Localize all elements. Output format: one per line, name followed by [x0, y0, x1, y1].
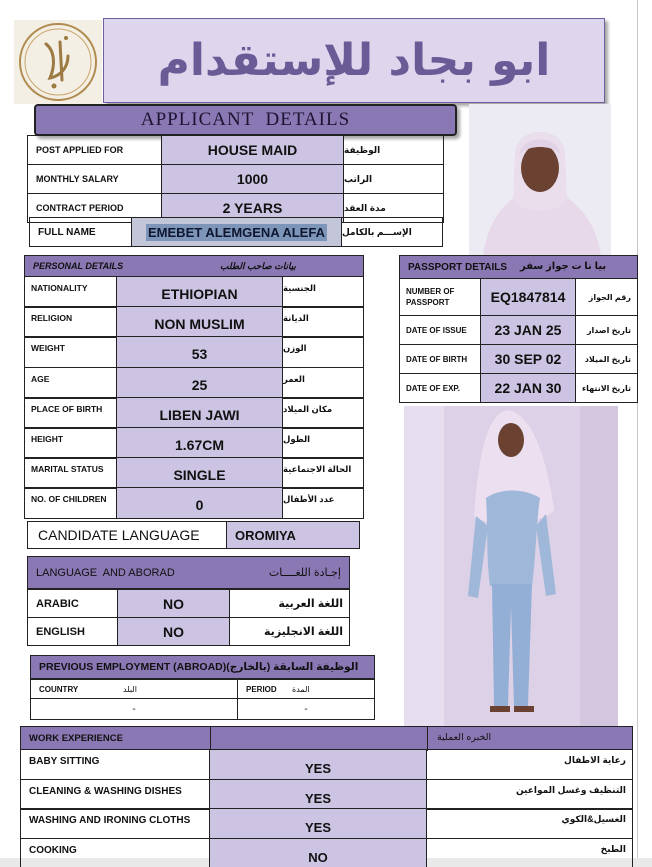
work-row-ar: الغسيل&الكوي	[426, 808, 633, 839]
passport-row-ar: تاريخ الانتهاء	[575, 373, 638, 403]
personal-details-title: PERSONAL DETAILS	[33, 261, 124, 271]
top-row-ar: الوظيفة	[343, 135, 444, 165]
personal-row-value: 25	[116, 367, 283, 399]
personal-row-ar: العمر	[282, 367, 364, 399]
work-experience-title: WORK EXPERIENCE	[29, 733, 123, 744]
language-row-ar: اللغة العربية	[229, 589, 350, 618]
personal-row-label: PLACE OF BIRTH	[24, 397, 117, 429]
passport-row-label: DATE OF EXP.	[399, 373, 481, 403]
applicant-details-header	[34, 104, 457, 136]
work-row-value: YES	[209, 749, 427, 780]
full-name-value	[131, 217, 342, 247]
candidate-language-label: CANDIDATE LANGUAGE	[27, 521, 227, 549]
applicant-portrait-photo	[469, 104, 611, 256]
work-row-label: WASHING AND IRONING CLOTHS	[20, 808, 210, 839]
work-row-label: COOKING	[20, 838, 210, 867]
personal-row-value: 53	[116, 336, 283, 368]
languages-title: LANGUAGE AND ABORAD	[36, 567, 175, 579]
top-row-ar: الراتب	[343, 164, 444, 194]
passport-row-ar: رقم الجواز	[575, 278, 638, 316]
personal-row-label: RELIGION	[24, 306, 117, 338]
applicant-full-body-photo	[404, 406, 618, 726]
passport-row-label: DATE OF ISSUE	[399, 315, 481, 345]
passport-row-value: 22 JAN 30	[480, 373, 576, 403]
logo-emblem-icon	[16, 20, 100, 104]
country-header-cell	[30, 679, 238, 699]
country-value: -	[30, 698, 238, 720]
passport-row-ar: تاريخ اصدار	[575, 315, 638, 345]
language-row-value: NO	[117, 589, 230, 618]
language-row-ar: اللغة الانجليزية	[229, 617, 350, 646]
work-row-value: YES	[209, 779, 427, 810]
personal-row-ar: الطول	[282, 427, 364, 459]
passport-details-header	[399, 255, 638, 279]
personal-row-value: SINGLE	[116, 457, 283, 489]
period-label-ar: المدة	[292, 685, 310, 694]
language-row-value: NO	[117, 617, 230, 646]
languages-header	[27, 556, 350, 589]
personal-details-header	[24, 255, 364, 277]
candidate-language-value: OROMIYA	[226, 521, 360, 549]
language-row-label: ENGLISH	[27, 617, 118, 646]
personal-row-ar: الديانة	[282, 306, 364, 338]
work-row-label: CLEANING & WASHING DISHES	[20, 779, 210, 810]
personal-row-value: 0	[116, 487, 283, 519]
agency-logo	[14, 20, 102, 104]
previous-employment-title: PREVIOUS EMPLOYMENT (ABROAD)(الوظيفة السابقة (بالخارج	[39, 661, 359, 673]
top-row-label: MONTHLY SALARY	[27, 164, 162, 194]
language-row-label: ARABIC	[27, 589, 118, 618]
personal-row-value: LIBEN JAWI	[116, 397, 283, 429]
work-row-ar: رعاية الاطفال	[426, 749, 633, 780]
work-experience-divider	[210, 727, 211, 751]
top-row-ar: مدة العقد	[343, 193, 444, 223]
passport-row-ar: تاريخ الميلاد	[575, 344, 638, 374]
passport-details-title-ar: بيا نا ت جواز سفر	[520, 261, 607, 272]
personal-row-label: NO. OF CHILDREN	[24, 487, 117, 519]
personal-row-ar: الحالة الاجتماعية	[282, 457, 364, 489]
passport-row-label: NUMBER OF PASSPORT	[399, 278, 481, 316]
personal-row-value: NON MUSLIM	[116, 306, 283, 338]
passport-row-value: 23 JAN 25	[480, 315, 576, 345]
personal-row-label: HEIGHT	[24, 427, 117, 459]
passport-details-title: PASSPORT DETAILS	[408, 262, 508, 273]
personal-row-ar: مكان الميلاد	[282, 397, 364, 429]
top-row-value: HOUSE MAID	[161, 135, 344, 165]
personal-row-label: WEIGHT	[24, 336, 117, 368]
personal-row-label: AGE	[24, 367, 117, 399]
agency-title: ابو بجاد للإستقدام	[157, 35, 551, 86]
languages-title-ar: إجـادة اللغــــات	[268, 567, 341, 579]
work-row-ar: التنظيف وغسل المواعين	[426, 779, 633, 810]
personal-row-ar: الوزن	[282, 336, 364, 368]
passport-row-label: DATE OF BIRTH	[399, 344, 481, 374]
passport-row-value: 30 SEP 02	[480, 344, 576, 374]
work-experience-title-ar: الخبره العملية	[437, 732, 492, 743]
period-header-cell	[237, 679, 375, 699]
page-edge-line	[637, 0, 638, 867]
top-row-value: 1000	[161, 164, 344, 194]
personal-row-label: NATIONALITY	[24, 276, 117, 308]
personal-row-label: MARITAL STATUS	[24, 457, 117, 489]
personal-row-value: ETHIOPIAN	[116, 276, 283, 308]
previous-employment-header	[30, 655, 375, 679]
work-experience-header	[20, 726, 633, 750]
work-row-value: YES	[209, 808, 427, 839]
title-banner	[103, 18, 605, 103]
work-row-value: NO	[209, 838, 427, 867]
work-row-label: BABY SITTING	[20, 749, 210, 780]
top-row-label: CONTRACT PERIOD	[27, 193, 162, 223]
top-row-value: 2 YEARS	[161, 193, 344, 223]
personal-row-ar: عدد الأطفال	[282, 487, 364, 519]
full-name-label: FULL NAME	[29, 217, 132, 247]
passport-row-value: EQ1847814	[480, 278, 576, 316]
personal-details-title-ar: بيانات صاحب الطلب	[220, 261, 296, 271]
personal-row-ar: الجنسية	[282, 276, 364, 308]
top-row-label: POST APPLIED FOR	[27, 135, 162, 165]
work-row-ar: الطبخ	[426, 838, 633, 867]
personal-row-value: 1.67CM	[116, 427, 283, 459]
applicant-details-title: APPLICANT DETAILS	[140, 109, 351, 130]
work-experience-divider	[427, 727, 428, 751]
country-label-ar: البلد	[123, 685, 137, 694]
period-value: -	[237, 698, 375, 720]
country-label: COUNTRY	[39, 685, 79, 694]
full-name-ar: الإســـم بالكامل	[341, 217, 443, 247]
period-label: PERIOD	[246, 685, 277, 694]
full-name-text: EMEBET ALEMGENA ALEFA	[148, 224, 325, 240]
